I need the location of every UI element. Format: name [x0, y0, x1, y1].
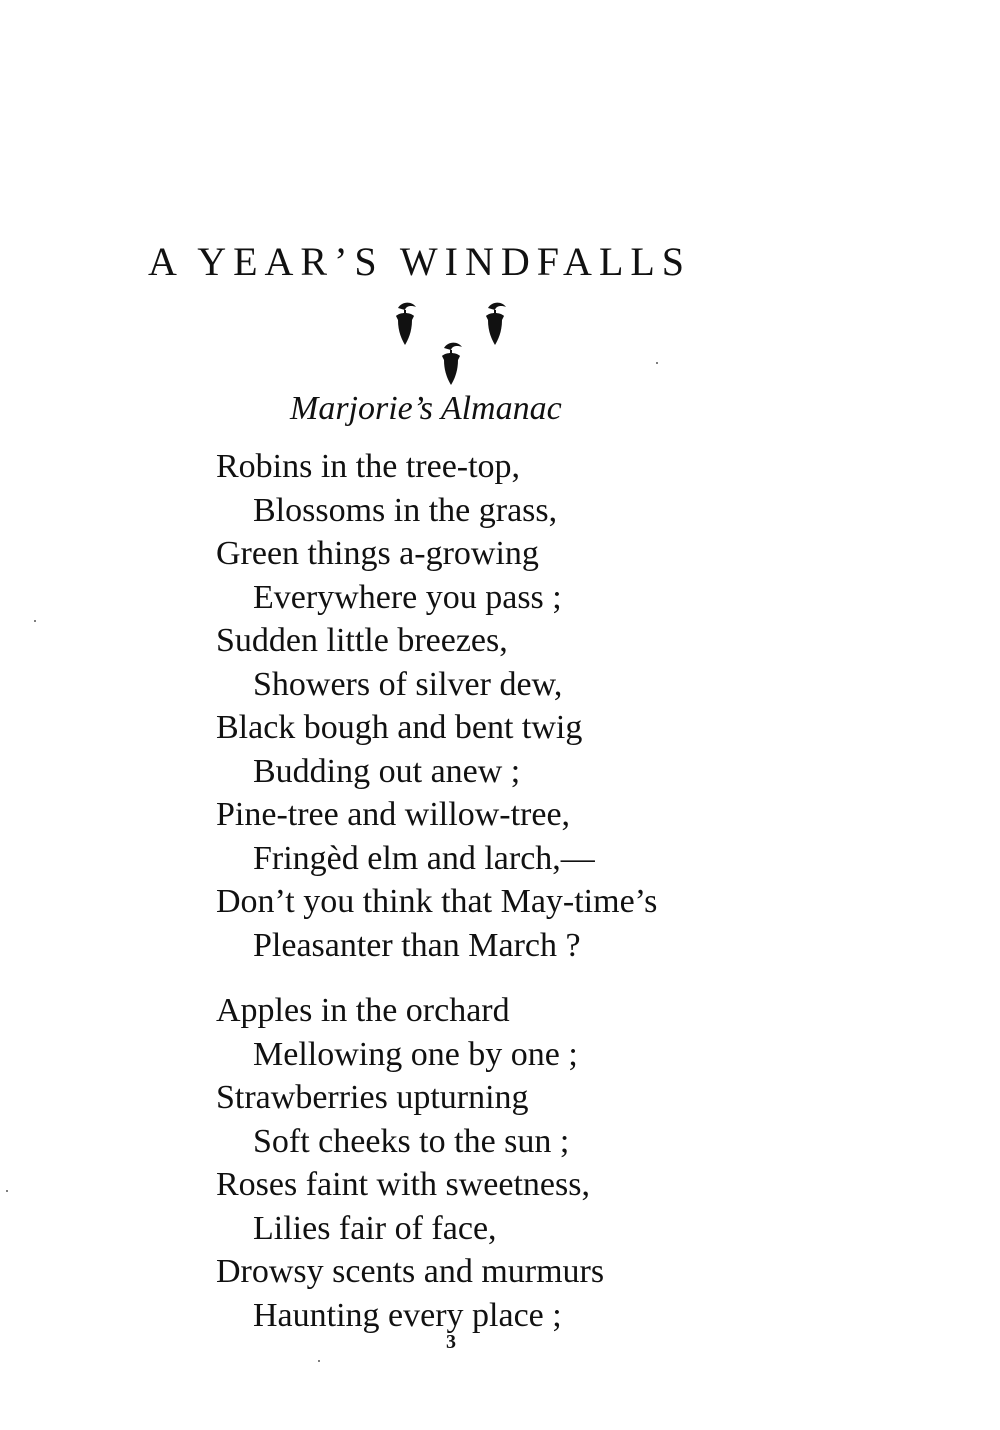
poem-title: Marjorie’s Almanac: [290, 390, 562, 427]
print-speck: [318, 1360, 320, 1362]
poem-line: Pleasanter than March ?: [253, 926, 581, 964]
poem-line: Blossoms in the grass,: [253, 491, 558, 529]
poem-line: Everywhere you pass ;: [253, 578, 562, 616]
print-speck: [34, 620, 36, 622]
poem-line: Apples in the orchard: [216, 992, 510, 1029]
acorn-ornament-icon: [388, 300, 422, 350]
acorn-ornament-icon: [434, 340, 468, 390]
poem-line: Pine-tree and willow-tree,: [216, 796, 571, 833]
poem-line: Roses faint with sweetness,: [216, 1166, 590, 1203]
poem-line: Don’t you think that May-time’s: [216, 883, 658, 920]
poem-line: Fringèd elm and larch,—: [253, 839, 595, 877]
poem-line: Black bough and bent twig: [216, 709, 583, 746]
poem-line: Drowsy scents and murmurs: [216, 1253, 605, 1290]
poem-line: Budding out anew ;: [253, 752, 521, 790]
print-speck: [6, 1190, 8, 1192]
poem-line: Robins in the tree-top,: [216, 448, 521, 485]
poem-line: Soft cheeks to the sun ;: [253, 1122, 570, 1160]
page-number: 3: [446, 1331, 456, 1353]
poem-line: Strawberries upturning: [216, 1079, 529, 1116]
poem-line: Lilies fair of face,: [253, 1209, 497, 1247]
poem-line: Showers of silver dew,: [253, 665, 563, 703]
poem-line: Haunting every place ;: [253, 1296, 562, 1334]
print-speck: [656, 362, 658, 364]
book-title: A YEAR’S WINDFALLS: [148, 239, 692, 284]
stanza-1: [216, 445, 657, 967]
poem-line: Mellowing one by one ;: [253, 1035, 578, 1073]
poem-line: Sudden little breezes,: [216, 622, 508, 659]
acorn-ornament-icon: [478, 300, 512, 350]
poem-line: Green things a-growing: [216, 535, 539, 572]
stanza-2: [216, 989, 604, 1337]
